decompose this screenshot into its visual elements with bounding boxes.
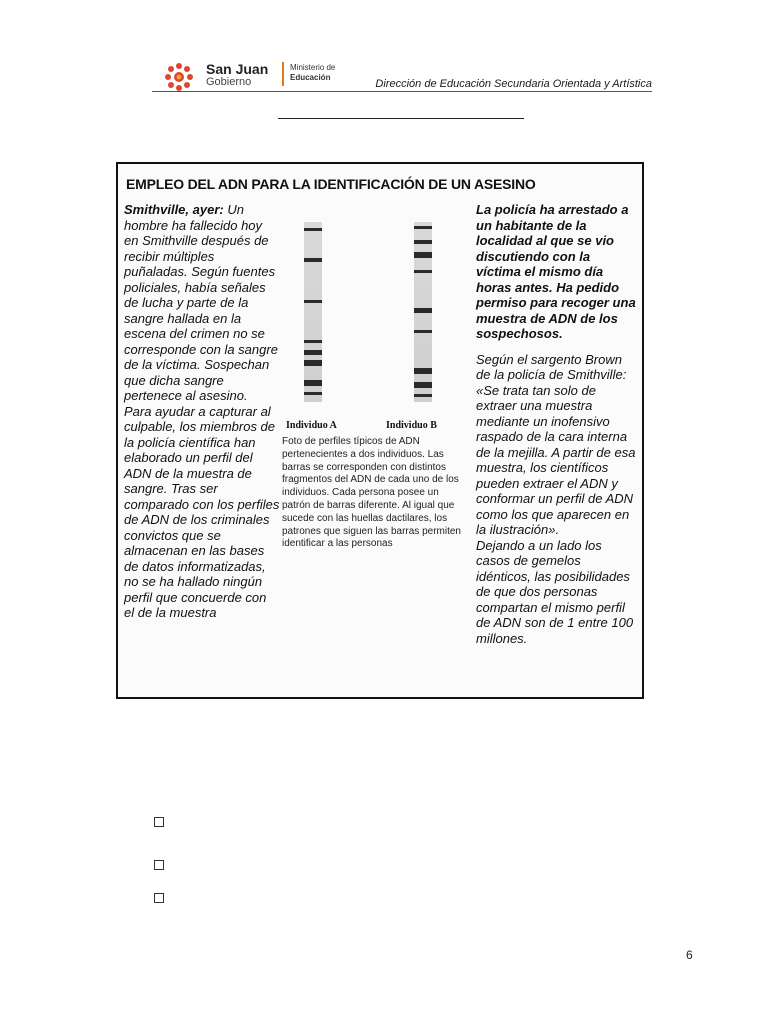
page-number: 6 [686,948,693,962]
band [414,270,432,273]
gel-lane-b [414,222,432,402]
left-column-text [124,202,280,621]
left-lead: Smithville, ayer: [124,202,224,217]
band [414,330,432,333]
ministry-line-1: Ministerio de [290,63,336,72]
checkbox-bullet-3[interactable] [154,893,164,903]
band [304,392,322,395]
band [414,252,432,258]
band [304,258,322,262]
right-body-2: Dejando a un lado los casos de gemelos idénticos, las posibilidades de que dos personas compartan el mismo perfil de ADN son de 1 entre 100 millones. [476,537,634,646]
band [414,240,432,244]
figure-caption: Foto de perfiles típicos de ADN pertenecientes a dos individuos. Las barras se corresponden con distintos fragmentos del ADN de cada uno de los individuos. Cada persona posee un patrón de barras diferente. Al igual que sucede con las huellas dactilares, los patrones que siguen las barras permiten identificar a las personas [282,436,461,550]
dna-profile-gels [278,214,468,430]
right-column-text [476,202,638,646]
right-body: Según el sargento Brown de la policía de Smithville: «Se trata tan solo de extraer una muestra mediante un inofensivo raspado de la cara interna de la mejilla. A partir de esa muestra, los científicos pueden extraer el ADN y conformar un perfil de ADN como los que aparecen en la ilustración». [476,351,636,537]
band [414,394,432,397]
header-divider [152,91,652,92]
right-bold-paragraph: La policía ha arrestado a un habitante de la localidad al que se vio discutiendo con la víctima el mismo día horas antes. Ha pedido permiso para recoger una muestra de ADN de los sospechosos. [476,202,636,341]
checkbox-bullet-2[interactable] [154,860,164,870]
label-individual-b: Individuo B [386,420,437,431]
logo-separator [282,62,284,86]
logo-main-text: San Juan [206,61,269,77]
band [304,300,322,303]
blank-line [278,118,524,119]
band [414,226,432,229]
band [304,360,322,366]
left-body: Un hombre ha fallecido hoy en Smithville después de recibir múltiples puñaladas. Según fuentes policiales, había señales de lucha y parte de la sangre hallada en la escena del crimen no se corresponde con la sangre de la víctima. Sospechan que dicha sangre pertenece al asesino. [124,202,278,403]
band [414,308,432,313]
gel-lane-a [304,222,322,402]
page-header [152,58,652,92]
band [304,228,322,231]
ministry-line-2: Educación [290,73,331,82]
ministry-label [290,63,335,83]
band [304,340,322,343]
news-figure [116,162,644,699]
left-body-2: Para ayudar a capturar al culpable, los miembros de la policía científica han elaborado un perfil del ADN de la muestra de sangre. Tras ser comparado con los perfiles de ADN de los criminales convictos que se almacenan en las bases de datos informatizadas, no se ha hallado ningún perfil que concuerde con el de la muestra [124,403,280,620]
checkbox-bullet-1[interactable] [154,817,164,827]
band [414,382,432,388]
label-individual-a: Individuo A [286,420,337,431]
band [414,368,432,374]
logo-sub-text: Gobierno [206,76,252,88]
band [304,380,322,386]
band [304,350,322,355]
san-juan-sun-logo-icon [164,62,194,92]
logo-text [206,62,268,88]
direction-title: Dirección de Educación Secundaria Orientada y Artística [375,78,652,90]
figure-title: EMPLEO DEL ADN PARA LA IDENTIFICACIÓN DE UN ASESINO [126,176,536,192]
